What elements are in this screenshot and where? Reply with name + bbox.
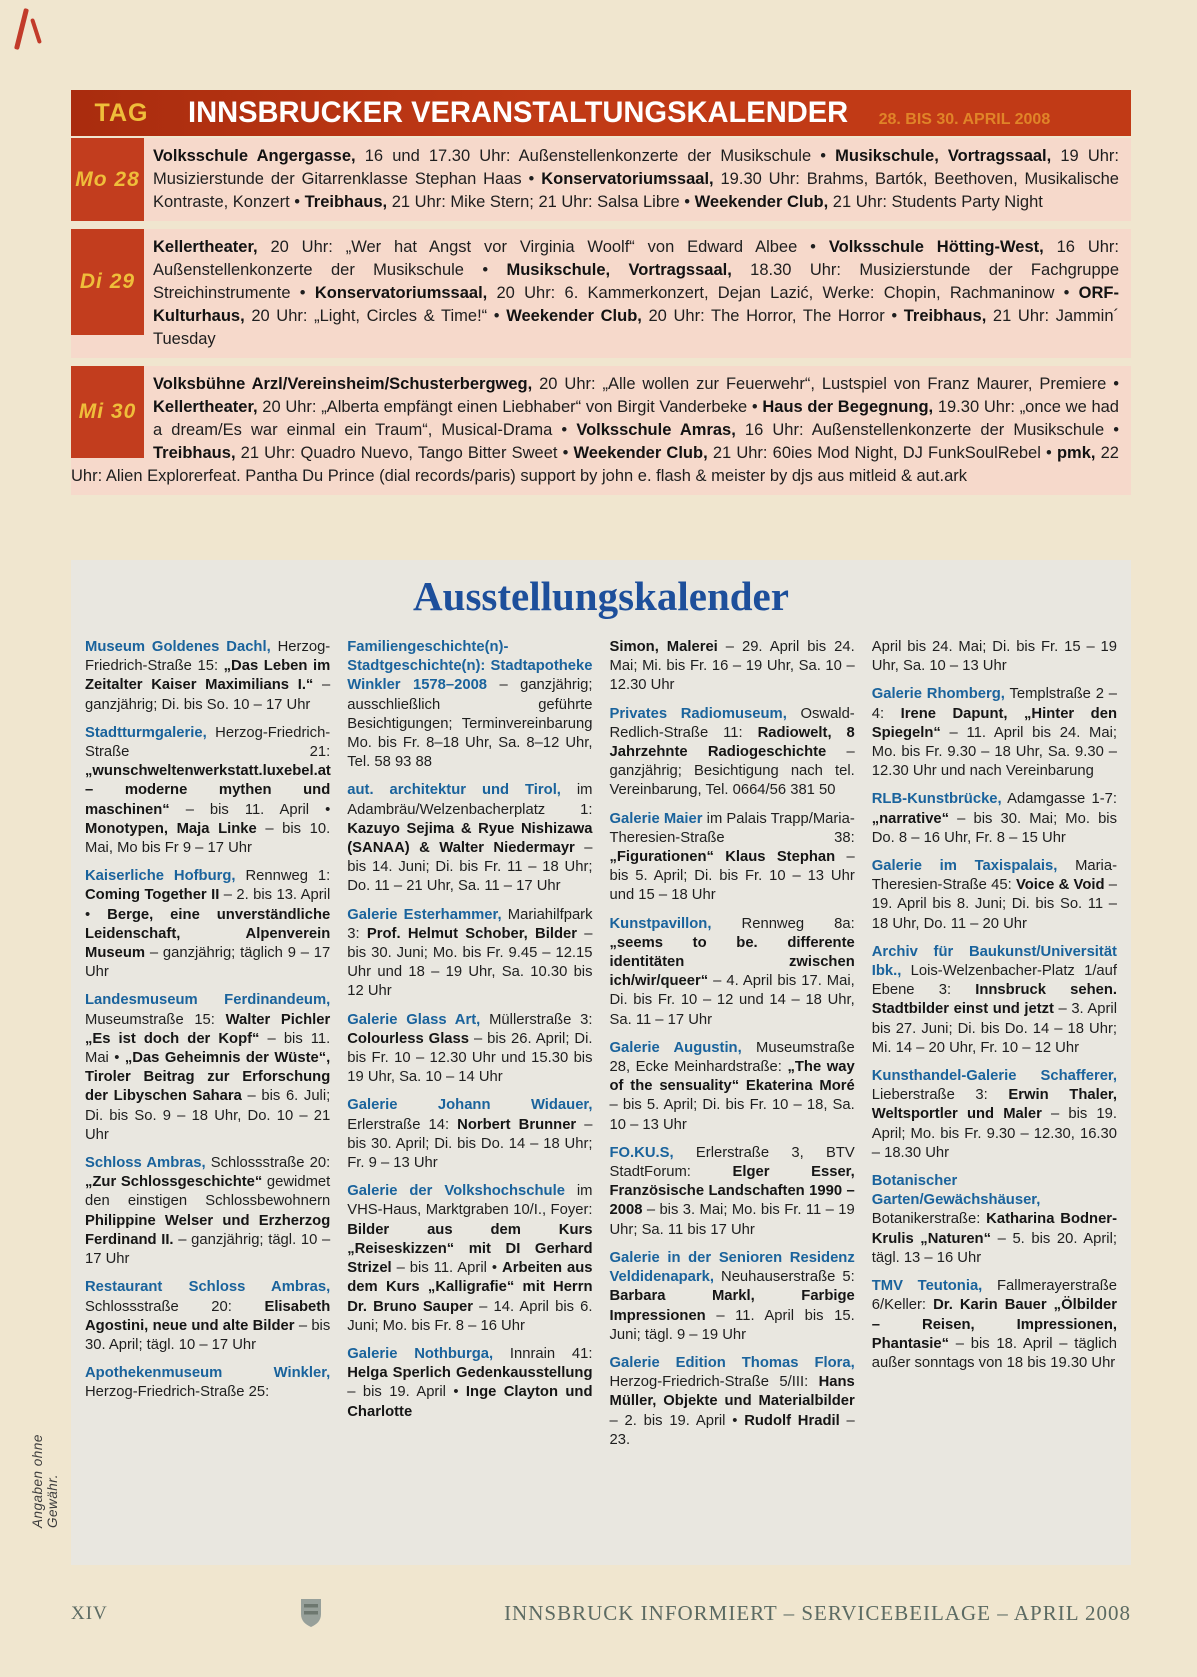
exhibition-entry bbox=[872, 1067, 1117, 1163]
text-run: Schlossstraße 20: bbox=[205, 1155, 331, 1172]
highlight-text: Volksbühne Arzl/Vereinsheim/Schusterbergweg, bbox=[153, 375, 533, 393]
text-run: 21 Uhr: Quadro Nuevo, Tango Bitter Sweet • bbox=[235, 444, 574, 462]
exhibitions-title: Ausstellungskalender bbox=[413, 573, 789, 619]
highlight-text: „narrative“ bbox=[871, 810, 950, 827]
venue-name: Archiv für Baukunst/Universität Ibk., bbox=[871, 943, 1117, 980]
venue-name: Galerie Glass Art, bbox=[347, 1011, 481, 1028]
highlight-text: Inge Clayton und Charlotte bbox=[347, 1384, 593, 1420]
highlight-text: Treibhaus, bbox=[903, 307, 987, 325]
highlight-text: Kellertheater, bbox=[153, 398, 258, 416]
page-number: XIV bbox=[71, 1603, 108, 1624]
text-run: Mariahilfpark 3: bbox=[347, 906, 593, 942]
exhibition-entry bbox=[347, 1096, 592, 1173]
highlight-text: Weekender Club, bbox=[573, 444, 708, 462]
venue-name: RLB-Kunstbrücke, bbox=[871, 791, 1002, 808]
text-run: im Adambräu/Welzenbacherplatz 1: bbox=[347, 782, 593, 818]
highlight-text: pmk, bbox=[1056, 444, 1096, 462]
text-run: – ganzjährig; ausschließlich geführte Besichtigungen; Terminvereinbarung Mo. bis Fr. 8–18 Uhr, Sa. 8–12 Uhr, Tel. 58 93 88 bbox=[347, 677, 593, 771]
text-run: Herzog-Friedrich-Straße 5/III: bbox=[609, 1374, 819, 1391]
highlight-text: Volksschule Hötting-West, bbox=[828, 238, 1044, 256]
text-run: 16 und 17.30 Uhr: Außenstellenkonzerte der Musikschule • bbox=[355, 147, 836, 165]
red-pen-stroke bbox=[30, 18, 42, 44]
exhibition-entry bbox=[85, 867, 330, 982]
text-run: Erlerstraße 14: bbox=[347, 1116, 458, 1133]
exhibitions-section bbox=[71, 560, 1131, 1565]
text-run: 19 Uhr: Musizierstunde der Gitarrenklasse Stephan Haas • bbox=[153, 147, 1119, 188]
day-label: Mo 28 bbox=[71, 138, 144, 221]
text-run: – bis 14. Juni; Di. bis Fr. 11 – 18 Uhr; Do. 11 – 21 Uhr, Sa. 11 – 17 Uhr bbox=[347, 840, 593, 895]
text-run: Maria-Theresien-Straße 45: bbox=[871, 858, 1117, 894]
calendar-header bbox=[71, 90, 1131, 136]
text-run: Museumstraße 15: bbox=[85, 1011, 226, 1028]
highlight-text: Philippine Welser und Erzherzog Ferdinand II. bbox=[85, 1212, 331, 1248]
exhibition-column bbox=[610, 638, 855, 1459]
scan-artifact-mark bbox=[10, 6, 54, 70]
day-label: Di 29 bbox=[71, 229, 144, 335]
highlight-text: Konservatoriumssaal, bbox=[541, 170, 714, 188]
day-label: Mi 30 bbox=[71, 366, 144, 458]
venue-name: Museum Goldenes Dachl, bbox=[85, 639, 271, 655]
footer-publication-title: INNSBRUCK INFORMIERT – SERVICEBEILAGE – APRIL 2008 bbox=[504, 1601, 1131, 1625]
venue-name: Kunstpavillon, bbox=[609, 915, 712, 932]
highlight-text: Monotypen, Maja Linke bbox=[85, 820, 257, 837]
text-run: 22 Uhr: Alien Explorerfeat. Pantha Du Prince (dial records/paris) support by john e. flash & meister by djs aus mitleid & aut.ark bbox=[71, 444, 1119, 485]
text-run: 20 Uhr: The Horror, The Horror • bbox=[641, 307, 904, 325]
text-run: Botanikerstraße: bbox=[871, 1211, 987, 1228]
highlight-text: Radiowelt, 8 Jahrzehnte Radiogeschichte bbox=[609, 724, 855, 761]
text-run: Schlossstraße 20: bbox=[85, 1298, 265, 1315]
text-run: Oswald-Redlich-Straße 11: bbox=[609, 705, 855, 741]
highlight-text: Innsbruck sehen. Stadtbilder einst und jetzt bbox=[871, 982, 1117, 1018]
exhibition-entry bbox=[85, 1364, 330, 1402]
venue-name: Kunsthandel-Galerie Schafferer, bbox=[871, 1068, 1117, 1085]
highlight-text: Irene Dapunt, „Hinter den Spiegeln“ bbox=[871, 705, 1117, 741]
text-run: – 14. April bis 6. Juni; Mo. bis Fr. 8 – 16 Uhr bbox=[347, 1298, 593, 1334]
highlight-text: Arbeiten aus dem Kurs „Kalligrafie“ mit Herrn Dr. Bruno Sauper bbox=[347, 1260, 593, 1315]
exhibition-entry bbox=[85, 638, 330, 715]
text-run: Herzog-Friedrich-Straße 25: bbox=[85, 1384, 270, 1401]
exhibition-entry bbox=[347, 1345, 592, 1422]
text-run: 20 Uhr: „Alberta empfängt einen Liebhaber“ von Birgit Vanderbeke • bbox=[257, 398, 763, 416]
highlight-text: Erwin Thaler, Weltsportler und Maler bbox=[871, 1087, 1117, 1123]
venue-name: FO.KU.S, bbox=[609, 1144, 674, 1161]
venue-name: Galerie Maier bbox=[609, 810, 703, 827]
venue-name: Familiengeschichte(n)- Stadtgeschichte(n): Stadtapotheke Winkler 1578–2008 bbox=[347, 639, 593, 694]
text-run: Templstraße 2 – 4: bbox=[871, 686, 1117, 722]
text-run: – bis 6. Juli; Di. bis So. 9 – 18 Uhr, Do. 10 – 21 Uhr bbox=[85, 1088, 331, 1143]
highlight-text: Kellertheater, bbox=[153, 238, 258, 256]
exhibition-entry bbox=[872, 943, 1117, 1058]
text-run: – bis 3. Mai; Mo. bis Fr. 11 – 19 Uhr; Sa. 11 bis 17 Uhr bbox=[609, 1202, 855, 1238]
text-run: 21 Uhr: Jammin´ Tuesday bbox=[153, 307, 1119, 348]
exhibition-entry bbox=[610, 1249, 855, 1345]
disclaimer-vertical-note: Angaben ohne Gewähr. bbox=[30, 1434, 60, 1528]
text-run: Rennweg 1: bbox=[235, 868, 331, 885]
exhibition-entry bbox=[610, 915, 855, 1030]
text-run: – bis 5. April; Di. bis Fr. 10 – 18, Sa. 10 – 13 Uhr bbox=[609, 1097, 855, 1133]
text-run: – 3. April bis 27. Juni; Di. bis Do. 14 – 18 Uhr; Mi. 14 – 20 Uhr, Fr. 10 – 12 Uhr bbox=[871, 1001, 1118, 1056]
exhibition-entry bbox=[872, 790, 1117, 848]
venue-name: Galerie Nothburga, bbox=[347, 1345, 494, 1362]
venue-name: Galerie Rhomberg, bbox=[871, 686, 1005, 703]
exhibition-entry bbox=[610, 638, 855, 696]
text-run: 19.30 Uhr: „once we had a dream/Es war einmal ein Traum“, Musical-Drama • bbox=[153, 398, 1119, 439]
highlight-text: Bilder aus dem Kurs „Reiseskizzen“ mit DI Gerhard Strizel bbox=[347, 1221, 593, 1277]
text-run: im Palais Trapp/Maria-Theresien-Straße 38: bbox=[609, 810, 855, 846]
highlight-text: Simon, Malerei bbox=[609, 639, 718, 655]
text-run: Fallmerayerstraße 6/Keller: bbox=[871, 1278, 1118, 1314]
tag-column-label: TAG bbox=[94, 98, 149, 127]
text-run: – bis 30. Mai; Mo. bis Do. 8 – 16 Uhr, Fr. 8 – 15 Uhr bbox=[871, 810, 1117, 846]
highlight-text: Treibhaus, bbox=[153, 444, 236, 462]
text-run: Adamgasse 1-7: bbox=[1001, 791, 1117, 808]
highlight-text: Musikschule, Vortragssaal, bbox=[835, 147, 1052, 165]
text-run: Lieberstraße 3: bbox=[871, 1087, 1009, 1104]
text-run: 20 Uhr: „Alle wollen zur Feuerwehr“, Lustspiel von Franz Maurer, Premiere • bbox=[532, 375, 1119, 393]
day-row bbox=[71, 366, 1131, 495]
text-run: – ganzjährig; täglich 9 – 17 Uhr bbox=[85, 945, 331, 981]
day-row bbox=[71, 229, 1131, 358]
venue-name: Privates Radiomuseum, bbox=[609, 705, 787, 722]
highlight-text: Treibhaus, bbox=[304, 193, 388, 211]
highlight-text: „Das Leben im Zeitalter Kaiser Maximilians I.“ bbox=[85, 658, 331, 694]
highlight-text: „Zur Schlossgeschichte“ bbox=[85, 1174, 263, 1191]
highlight-text: Barbara Markl, Farbige Impressionen bbox=[609, 1288, 855, 1324]
venue-name: Stadtturmgalerie, bbox=[85, 724, 207, 741]
venue-name: Apothekenmuseum Winkler, bbox=[85, 1365, 331, 1382]
page-footer bbox=[71, 1598, 1131, 1634]
text-run: 21 Uhr: Mike Stern; 21 Uhr: Salsa Libre • bbox=[387, 193, 695, 211]
exhibition-entry bbox=[610, 810, 855, 906]
text-run: – bis 5. April; Di. bis Fr. 10 – 13 Uhr und 15 – 18 Uhr bbox=[609, 849, 855, 904]
text-run: 18.30 Uhr: Musizierstunde der Fachgruppe Streichinstrumente • bbox=[153, 261, 1119, 302]
highlight-text: Hans Müller, Objekte und Materialbilder bbox=[609, 1374, 855, 1410]
text-run: – bis 19. April • bbox=[347, 1384, 466, 1401]
text-run: Erlerstraße 3, BTV StadtForum: bbox=[609, 1144, 855, 1181]
exhibition-entry bbox=[85, 1278, 330, 1355]
highlight-text: Prof. Helmut Schober, Bilder bbox=[366, 925, 577, 942]
calendar-date-range: 28. BIS 30. APRIL 2008 bbox=[878, 111, 1051, 128]
text-run: Müllerstraße 3: bbox=[480, 1011, 593, 1028]
highlight-text: Weekender Club, bbox=[506, 307, 642, 325]
venue-name: Kaiserliche Hofburg, bbox=[85, 868, 236, 885]
day-events-text bbox=[71, 138, 1131, 221]
venue-name: Galerie Esterhammer, bbox=[347, 906, 502, 923]
exhibition-entry bbox=[872, 857, 1117, 934]
venue-name: Botanischer Garten/Gewächshäuser, bbox=[871, 1173, 1041, 1209]
exhibition-entry bbox=[85, 1154, 330, 1269]
highlight-text: „Das Geheimnis der Wüste“, Tiroler Beitrag zur Erforschung der Libyschen Sahara bbox=[85, 1050, 331, 1105]
text-run: 21 Uhr: 60ies Mod Night, DJ FunkSoulRebel • bbox=[707, 444, 1057, 462]
text-run: Lois-Welzenbacher-Platz 1/auf Ebene 3: bbox=[871, 963, 1117, 999]
text-run: 20 Uhr: „Wer hat Angst vor Virginia Woolf“ von Edward Albee • bbox=[257, 238, 829, 256]
text-run: – ganzjährig; Di. bis So. 10 – 17 Uhr bbox=[85, 677, 331, 713]
text-run: 16 Uhr: Außenstellenkonzerte der Musikschule • bbox=[153, 238, 1120, 279]
venue-name: aut. architektur und Tirol, bbox=[347, 782, 561, 799]
highlight-text: Haus der Begegnung, bbox=[762, 398, 934, 416]
highlight-text: Elisabeth Agostini, neue und alte Bilder bbox=[85, 1298, 331, 1334]
text-run: 21 Uhr: Students Party Night bbox=[828, 193, 1043, 211]
text-run: – bis 11. April • bbox=[391, 1260, 503, 1277]
event-calendar bbox=[71, 90, 1131, 495]
highlight-text: Kazuyo Sejima & Ryue Nishizawa (SANAA) & Walter Niedermayr bbox=[347, 820, 593, 857]
text-run: 20 Uhr: 6. Kammerkonzert, Dejan Lazić, Werke: Chopin, Rachmaninow • bbox=[487, 284, 1079, 302]
text-run: – 23. bbox=[609, 1412, 855, 1448]
text-run: Herzog-Friedrich-Straße 15: bbox=[85, 639, 331, 675]
exhibition-entry bbox=[872, 638, 1117, 676]
highlight-text: „wunschweltenwerkstatt.luxebel.at – moderne mythen und maschinen“ bbox=[85, 763, 331, 818]
exhibition-entry bbox=[347, 1011, 592, 1088]
day-row bbox=[71, 138, 1131, 221]
highlight-text: „The way of the sensuality“ Ekaterina Moré bbox=[609, 1059, 855, 1095]
venue-name: Galerie der Volkshochschule bbox=[347, 1183, 565, 1200]
text-run: – 11. April bis 15. Juni; tägl. 9 – 19 Uhr bbox=[609, 1307, 855, 1343]
text-run: – bis 30. April; Di. bis Do. 14 – 18 Uhr; Fr. 9 – 13 Uhr bbox=[347, 1116, 593, 1172]
text-run: – 19. April bis 8. Juni; Di. bis So. 11 – 18 Uhr, Do. 11 – 20 Uhr bbox=[871, 877, 1117, 932]
text-run: Herzog-Friedrich-Straße 21: bbox=[85, 724, 331, 761]
exhibition-entry bbox=[347, 638, 592, 772]
innsbruck-crest-icon bbox=[299, 1598, 323, 1633]
text-run: – 11. April bis 24. Mai; Mo. bis Fr. 9.30 – 18 Uhr, Sa. 9.30 – 12.30 Uhr und nach Vereinbarung bbox=[871, 724, 1117, 780]
calendar-title: INNSBRUCKER VERANSTALTUNGSKALENDER bbox=[188, 96, 849, 129]
highlight-text: Voice & Void bbox=[1015, 877, 1105, 894]
exhibition-entry bbox=[610, 1354, 855, 1450]
highlight-text: Rudolf Hradil bbox=[744, 1412, 840, 1429]
highlight-text: ORF-Kulturhaus, bbox=[153, 284, 1119, 325]
day-events-text bbox=[71, 229, 1131, 358]
text-run: – bis 11. Mai • bbox=[85, 1030, 331, 1067]
text-run: – 4. April bis 17. Mai, Di. bis Fr. 10 – 12 und 14 – 18 Uhr, Sa. 11 – 17 Uhr bbox=[609, 973, 855, 1028]
venue-name: Restaurant Schloss Ambras, bbox=[85, 1279, 331, 1296]
highlight-text: Weekender Club, bbox=[694, 193, 829, 211]
exhibition-entry bbox=[347, 906, 592, 1002]
text-run: – bis 26. April; Di. bis Fr. 10 – 12.30 Uhr und 15.30 bis 19 Uhr, Sa. 10 – 14 Uhr bbox=[347, 1030, 593, 1086]
highlight-text: „seems to be. differente identitäten zwischen ich/wir/queer“ bbox=[609, 934, 855, 990]
venue-name: Galerie Edition Thomas Flora, bbox=[609, 1354, 855, 1371]
text-run: – ganzjährig; Besichtigung nach tel. Vereinbarung, Tel. 0664/56 381 50 bbox=[609, 744, 855, 799]
exhibition-column bbox=[872, 638, 1117, 1459]
text-run: – bis 30. Juni; Mo. bis Fr. 9.45 – 12.15 Uhr und 18 – 19 Uhr, Sa. 10.30 bis 12 Uhr bbox=[347, 925, 593, 1000]
highlight-text: Walter Pichler „Es ist doch der Kopf“ bbox=[85, 1011, 331, 1047]
venue-name: Landesmuseum Ferdinandeum, bbox=[85, 992, 331, 1009]
highlight-text: Colourless Glass bbox=[347, 1030, 469, 1047]
venue-name: Galerie Augustin, bbox=[609, 1039, 742, 1056]
text-run: – bis 19. April; Mo. bis Fr. 9.30 – 12.30, 16.30 – 18.30 Uhr bbox=[871, 1106, 1117, 1161]
text-run: – 2. bis 19. April • bbox=[609, 1412, 745, 1429]
text-run: – 2. bis 13. April • bbox=[85, 887, 331, 923]
highlight-text: Volksschule Angergasse, bbox=[153, 147, 356, 165]
text-run: Neuhauserstraße 5: bbox=[713, 1269, 855, 1286]
day-rows bbox=[71, 138, 1131, 495]
exhibition-entry bbox=[872, 1172, 1117, 1268]
text-run: 16 Uhr: Außenstellenkonzerte der Musikschule • bbox=[735, 421, 1119, 439]
highlight-text: Coming Together II bbox=[85, 887, 220, 904]
text-run: – bis 18. April – täglich außer sonntags von 18 bis 19.30 Uhr bbox=[871, 1335, 1117, 1371]
exhibition-entry bbox=[85, 724, 330, 858]
text-run: im VHS-Haus, Marktgraben 10/I., Foyer: bbox=[347, 1183, 593, 1219]
highlight-text: Helga Sperlich Gedenkausstellung bbox=[347, 1365, 593, 1382]
exhibition-entry bbox=[610, 1039, 855, 1135]
exhibition-entry bbox=[85, 991, 330, 1145]
venue-name: Galerie im Taxispalais, bbox=[871, 858, 1058, 875]
exhibition-column bbox=[347, 638, 592, 1459]
highlight-text: Volksschule Amras, bbox=[576, 421, 736, 439]
exhibition-column bbox=[85, 638, 330, 1459]
text-run: – bis 30. April; tägl. 10 – 17 Uhr bbox=[85, 1317, 331, 1353]
text-run: – 29. April bis 24. Mai; Mi. bis Fr. 16 – 19 Uhr, Sa. 10 – 12.30 Uhr bbox=[609, 639, 855, 694]
text-run: Museumstraße 28, Ecke Meinhardstraße: bbox=[609, 1039, 855, 1076]
highlight-text: Elger Esser, Französische Landschaften 1990 – 2008 bbox=[609, 1164, 855, 1219]
highlight-text: Dr. Karin Bauer „Ölbilder – Reisen, Impressionen, Phantasie“ bbox=[871, 1297, 1117, 1352]
text-run: Rennweg 8a: bbox=[711, 915, 855, 932]
text-run: – ganzjährig; tägl. 10 – 17 Uhr bbox=[85, 1231, 331, 1268]
text-run: gewidmet den einstigen Schlossbewohnern bbox=[85, 1174, 331, 1210]
exhibition-entry bbox=[610, 1144, 855, 1240]
exhibition-columns bbox=[71, 620, 1131, 1459]
text-run: 20 Uhr: „Light, Circles & Time!“ • bbox=[244, 307, 507, 325]
text-run: Innrain 41: bbox=[493, 1345, 593, 1362]
highlight-text: Musikschule, Vortragssaal, bbox=[506, 261, 732, 279]
venue-name: Galerie Johann Widauer, bbox=[347, 1097, 593, 1114]
venue-name: Schloss Ambras, bbox=[85, 1155, 206, 1172]
highlight-text: Katharina Bodner-Krulis „Naturen“ bbox=[871, 1211, 1117, 1247]
text-run: – bis 10. Mai, Mo bis Fr 9 – 17 Uhr bbox=[85, 820, 331, 857]
exhibition-entry bbox=[347, 781, 592, 896]
venue-name: Galerie in der Senioren Residenz Veldidenapark, bbox=[609, 1249, 855, 1286]
text-run: – 5. bis 20. April; tägl. 13 – 16 Uhr bbox=[871, 1230, 1117, 1266]
exhibition-entry bbox=[610, 705, 855, 801]
text-run: April bis 24. Mai; Di. bis Fr. 15 – 19 Uhr, Sa. 10 – 13 Uhr bbox=[871, 639, 1117, 675]
exhibition-entry bbox=[872, 685, 1117, 781]
highlight-text: Berge, eine unverständliche Leidenschaft, Alpenverein Museum bbox=[85, 906, 331, 962]
venue-name: TMV Teutonia, bbox=[871, 1278, 983, 1295]
red-pen-stroke bbox=[14, 8, 29, 50]
exhibition-entry bbox=[347, 1182, 592, 1336]
exhibition-entry bbox=[872, 1277, 1117, 1373]
day-events-text bbox=[71, 366, 1131, 495]
highlight-text: Konservatoriumssaal, bbox=[314, 284, 488, 302]
text-run: – bis 11. April • bbox=[169, 801, 331, 818]
highlight-text: „Figurationen“ Klaus Stephan bbox=[609, 849, 836, 866]
highlight-text: Norbert Brunner bbox=[457, 1116, 577, 1133]
text-run: 19.30 Uhr: Brahms, Bartók, Beethoven, Musikalische Kontraste, Konzert • bbox=[153, 170, 1119, 211]
